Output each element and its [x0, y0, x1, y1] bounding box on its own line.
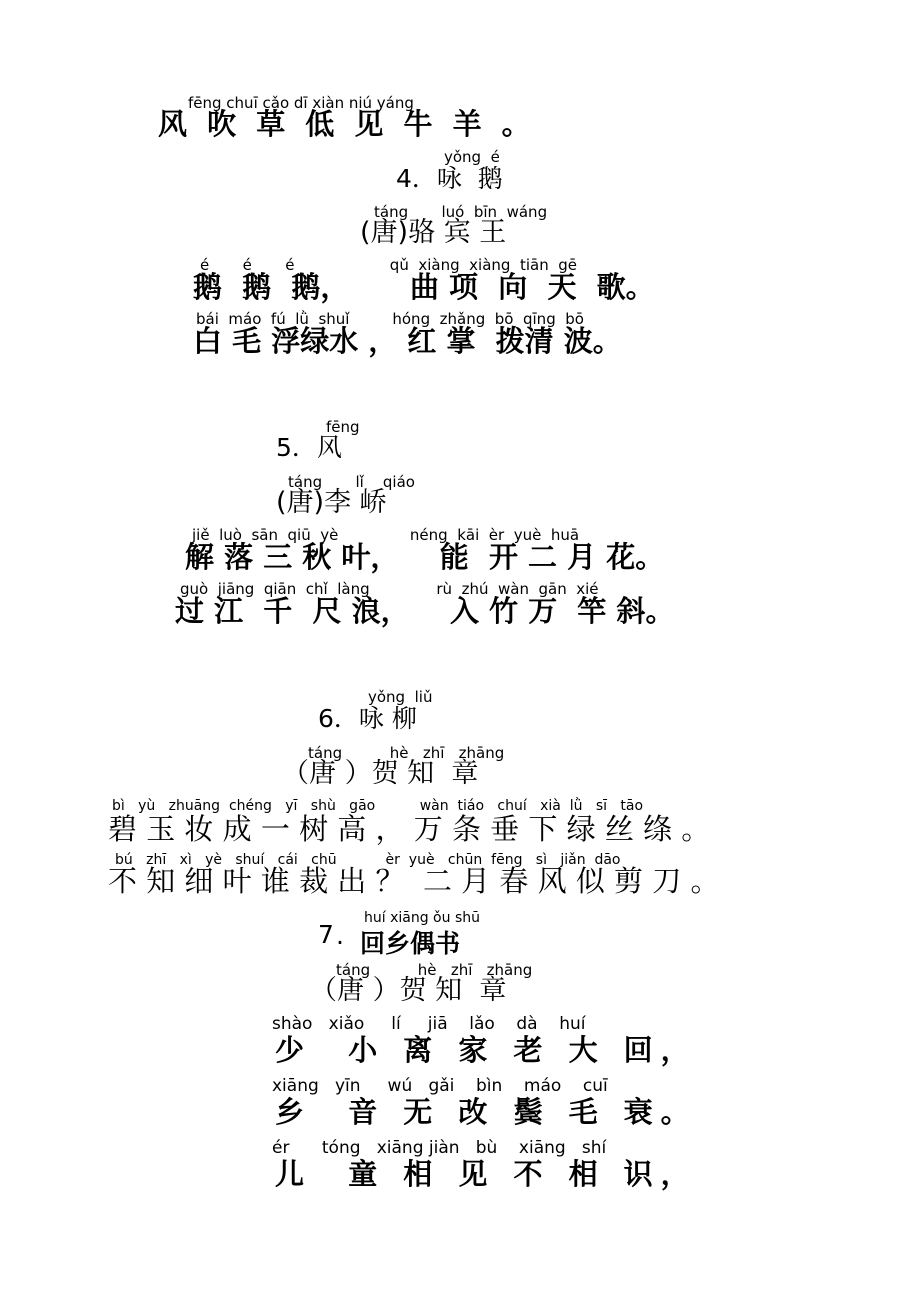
poem6-title: 6．咏 柳: [318, 704, 417, 733]
poem7-author-pinyin: táng hè zhī zhāng: [336, 961, 533, 979]
poem6-author-pinyin: táng hè zhī zhāng: [308, 744, 505, 762]
poem6-line2-pinyin: bú zhī xì yè shuí cái chū èr yuè chūn fēng sì jiǎn dāo: [115, 852, 621, 868]
poem5-line1: 解 落 三 秋 叶， 能 开 二 月 花。: [185, 540, 665, 574]
poem6-title-pinyin: yǒng liǔ: [368, 688, 433, 706]
fragment-pinyin: fēng chuī cǎo dī xiàn niú yáng: [188, 94, 414, 112]
poem5-author: (唐)李 峤: [276, 487, 387, 518]
poem4-line2-pinyin: bái máo fú lǜ shuǐ hóng zhǎng bō qīng bō: [196, 310, 584, 328]
poem6-line1: 碧 玉 妆 成 一 树 高 ， 万 条 垂 下 绿 丝 绦 。: [108, 812, 711, 846]
poem4-line1-pinyin: é é é qǔ xiàng xiàng tiān gē: [200, 256, 577, 274]
poem6-line1-pinyin: bì yù zhuāng chéng yī shù gāo wàn tiáo chuí xià lǜ sī tāo: [112, 798, 644, 814]
poem7-line1-pinyin: shào xiǎo lí jiā lǎo dà huí: [272, 1014, 586, 1034]
poem5-title-pinyin: fēng: [326, 418, 360, 436]
poem6-author: （唐 ）贺 知 章: [282, 758, 479, 789]
poem5-line1-pinyin: jiě luò sān qiū yè néng kāi èr yuè huā: [192, 526, 580, 544]
poem4-title: 4．咏 鹅: [396, 164, 503, 193]
poem7-title-dot: ·: [336, 928, 344, 957]
poem7-line2-pinyin: xiāng yīn wú gǎi bìn máo cuī: [272, 1076, 608, 1096]
poem7-line2: 乡 音 无 改 鬓 毛 衰。: [275, 1095, 698, 1129]
fragment-line: 风 吹 草 低 见 牛 羊 。: [158, 107, 536, 141]
poem7-author: （唐 ）贺 知 章: [310, 975, 507, 1006]
poem6-line2: 不 知 细 叶 谁 裁 出 ？ 二 月 春 风 似 剪 刀 。: [108, 864, 720, 898]
poem7-line3: 儿 童 相 见 不 相 识，: [275, 1157, 698, 1191]
poem4-author: (唐)骆 宾 王: [360, 217, 507, 248]
poem5-line2: 过 江 千 尺 浪， 入 竹 万 竿 斜。: [175, 594, 675, 628]
poem4-title-pinyin: yǒng é: [444, 148, 500, 166]
poem5-title: 5．风: [276, 433, 342, 462]
poem7-line1: 少 小 离 家 老 大 回，: [275, 1033, 698, 1067]
poem5-line2-pinyin: guò jiāng qiān chǐ làng rù zhú wàn gān xié: [180, 580, 599, 598]
poem7-title-number: 7: [318, 920, 334, 949]
poem4-line2: 白 毛 浮绿水 ， 红 掌 拨清 波。: [193, 324, 622, 358]
poem7-line3-pinyin: ér tóng xiāng jiàn bù xiāng shí: [272, 1138, 607, 1158]
poem7-title-pinyin: huí xiāng ǒu shū: [364, 910, 480, 926]
poem4-author-pinyin: táng luó bīn wáng: [374, 203, 548, 221]
poem7-title: 回乡偶书: [360, 929, 461, 958]
poem5-author-pinyin: táng lǐ qiáo: [288, 473, 415, 491]
poem4-line1: 鹅 鹅 鹅， 曲 项 向 天 歌。: [193, 270, 655, 304]
